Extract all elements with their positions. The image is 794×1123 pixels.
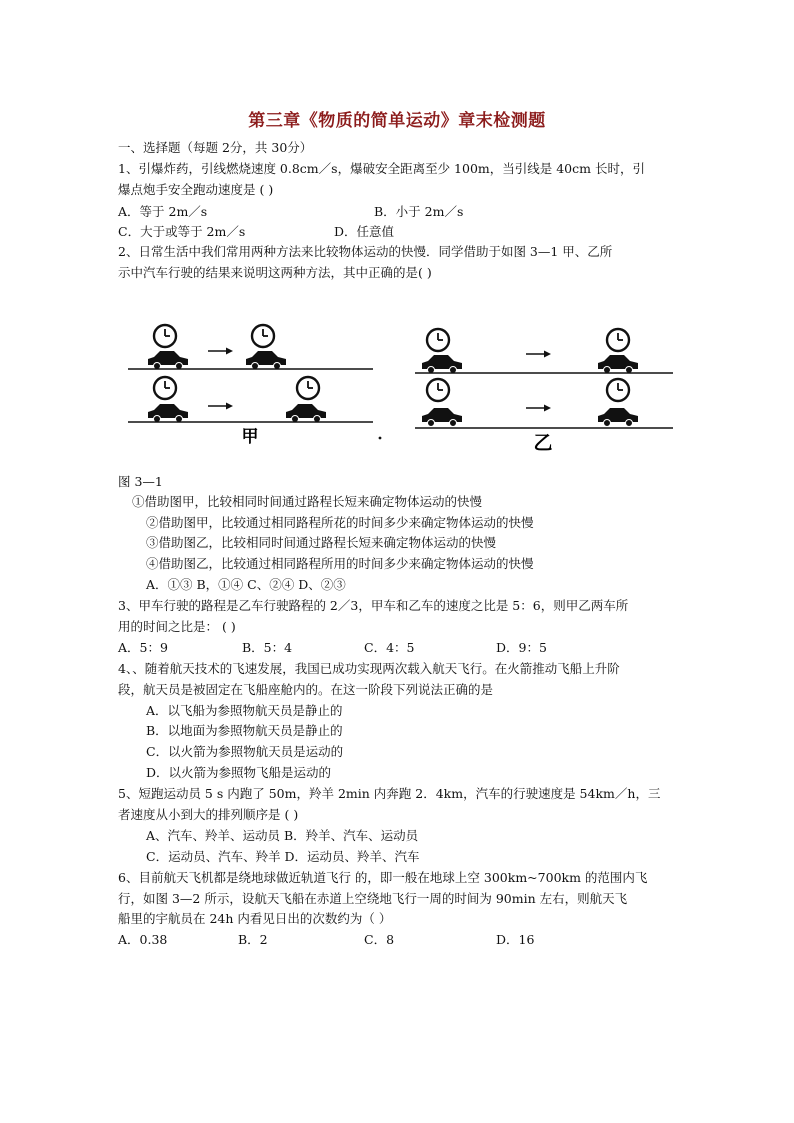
figure-jia — [128, 325, 373, 423]
q6-text-line2: 行，如图 3—2 所示，设航天飞船在赤道上空绕地飞行一周的时间为 90min 左右，则航天飞 — [118, 891, 628, 906]
q1-text-line2: 爆点炮手安全跑动速度是 ( ) — [118, 182, 274, 197]
q1-option-b: B．小于 2m／s — [374, 204, 464, 219]
car-icon — [598, 355, 638, 374]
car-icon — [246, 351, 286, 370]
q4-option-a: A．以飞船为参照物航天员是静止的 — [146, 703, 343, 718]
q6-text-line1: 6、目前航天飞机都是绕地球做近轨道飞行 的，即一般在地球上空 300km~700km 的范围内飞 — [118, 870, 648, 885]
clock-icon — [607, 329, 629, 351]
q2-statement-2: ②借助图甲，比较通过相同路程所花的时间多少来确定物体运动的快慢 — [146, 515, 534, 530]
clock-icon — [297, 377, 319, 399]
q6-text-line3: 船里的宇航员在 24h 内看见日出的次数约为（ ） — [118, 911, 392, 926]
q3-option-a: A．5：9 — [118, 640, 168, 655]
q5-text-line2: 者速度从小到大的排列顺序是 ( ) — [118, 807, 299, 822]
car-icon — [422, 408, 462, 427]
q3-text-line2: 用的时间之比是： ( ) — [118, 619, 236, 634]
q5-options-ab: A、汽车、羚羊、运动员 B．羚羊、汽车、运动员 — [146, 828, 419, 843]
page-title: 第三章《物质的简单运动》章末检测题 — [248, 111, 546, 131]
q3-option-d: D．9：5 — [496, 640, 547, 655]
q2-options: A．①③ B，①④ C、②④ D、②③ — [146, 577, 346, 592]
q1-option-d: D．任意值 — [334, 224, 395, 239]
section-heading: 一、选择题（每题 2分，共 30分） — [118, 140, 313, 155]
figure-label-jia: 甲 — [241, 427, 259, 447]
q4-option-b: B．以地面为参照物航天员是静止的 — [146, 723, 343, 738]
q4-text-line2: 段，航天员是被固定在飞船座舱内的。在这一阶段下列说法正确的是 — [118, 682, 494, 697]
figure-3-1 — [118, 316, 688, 456]
q4-option-c: C．以火箭为参照物航天员是运动的 — [146, 744, 344, 759]
car-icon — [148, 351, 188, 370]
q2-statement-4: ④借助图乙，比较通过相同路程所用的时间多少来确定物体运动的快慢 — [146, 556, 534, 571]
q5-options-cd: C．运动员、汽车、羚羊 D．运动员、羚羊、汽车 — [146, 849, 420, 864]
q1-option-a: A．等于 2m／s — [118, 204, 208, 219]
clock-icon — [154, 377, 176, 399]
q3-option-b: B．5：4 — [242, 640, 293, 655]
clock-icon — [154, 325, 176, 347]
q1-option-c: C．大于或等于 2m／s — [118, 224, 246, 239]
q3-text-line1: 3、甲车行驶的路程是乙车行驶路程的 2／3，甲车和乙车的速度之比是 5：6，则甲乙两车所 — [118, 598, 629, 613]
q3-option-c: C．4：5 — [364, 640, 415, 655]
figure-label-yi: 乙 — [533, 432, 553, 454]
q2-text-line1: 2、日常生活中我们常用两种方法来比较物体运动的快慢．同学借助于如图 3—1 甲、乙所 — [118, 244, 613, 259]
clock-icon — [252, 325, 274, 347]
figure-caption: 图 3—1 — [118, 474, 163, 489]
car-icon — [598, 408, 638, 427]
q1-text-line1: 1、引爆炸药，引线燃烧速度 0.8cm／s，爆破安全距离至少 100m，当引线是 40cm 长时，引 — [118, 161, 645, 176]
arrow-right-icon — [526, 351, 551, 358]
q4-option-d: D．以火箭为参照物飞船是运动的 — [146, 765, 332, 780]
clock-icon — [607, 379, 629, 401]
arrow-right-icon — [526, 405, 551, 412]
car-icon — [286, 404, 326, 423]
q6-option-c: C．8 — [364, 932, 395, 947]
q4-text-line1: 4、、随着航天技术的飞速发展，我国已成功实现两次载入航天飞行。在火箭推动飞船上升阶 — [118, 661, 620, 676]
q6-option-b: B．2 — [238, 932, 268, 947]
figure-yi — [415, 329, 673, 428]
car-icon — [148, 404, 188, 423]
q2-statement-1: ①借助图甲，比较相同时间通过路程长短来确定物体运动的快慢 — [132, 494, 483, 509]
q2-statement-3: ③借助图乙，比较相同时间通过路程长短来确定物体运动的快慢 — [146, 535, 497, 550]
q2-text-line2: 示中汽车行驶的结果来说明这两种方法，其中正确的是( ) — [118, 265, 432, 280]
clock-icon — [427, 329, 449, 351]
q6-option-d: D．16 — [496, 932, 535, 947]
arrow-right-icon — [208, 348, 233, 355]
car-icon — [422, 355, 462, 374]
clock-icon — [427, 379, 449, 401]
q5-text-line1: 5、短跑运动员 5 s 内跑了 50m，羚羊 2min 内奔跑 2．4km，汽车的行驶速度是 54km／h，三 — [118, 786, 661, 801]
q6-option-a: A．0.38 — [118, 932, 168, 947]
arrow-right-icon — [208, 403, 233, 410]
